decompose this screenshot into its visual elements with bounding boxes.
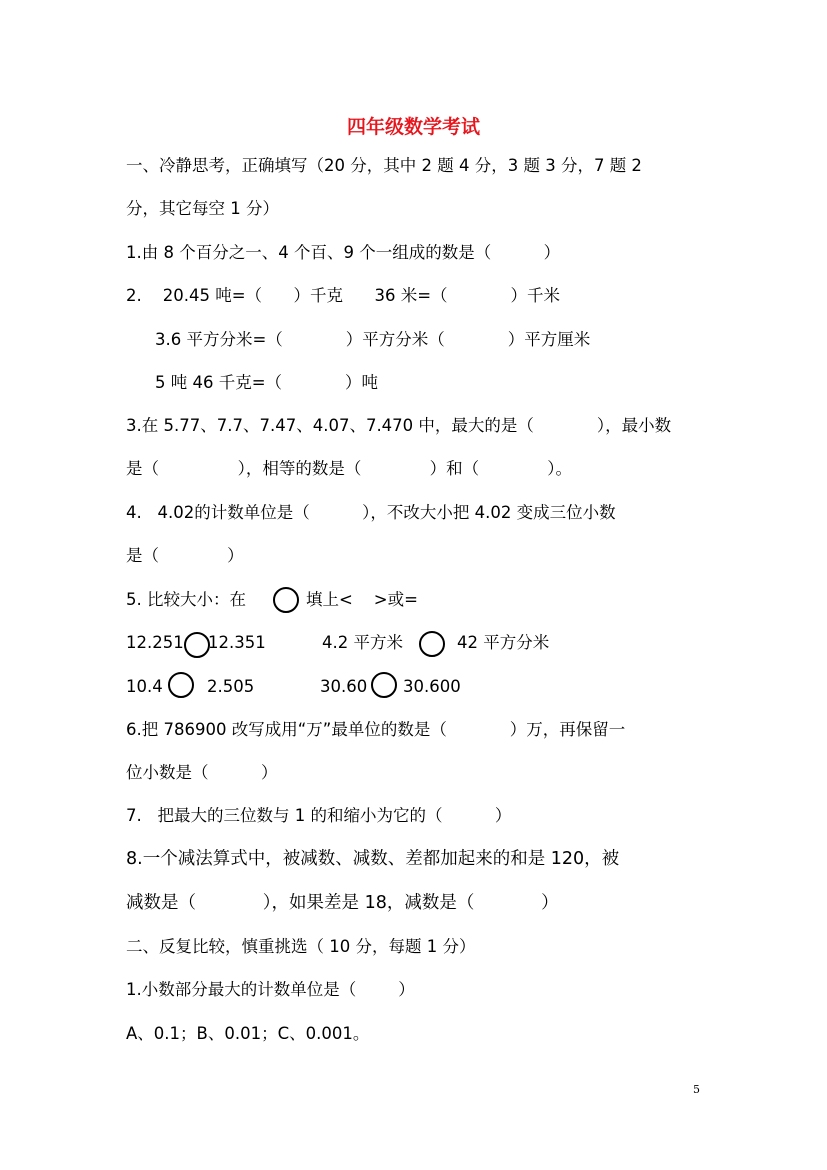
question-5-suffix: 填上< >或=	[306, 590, 418, 609]
question-6-line1: 6.把 786900 改写成用“万”最单位的数是（ ）万，再保留一	[126, 720, 626, 739]
compare-4-circle-icon	[371, 672, 397, 698]
compare-4-right: 30.600	[403, 677, 461, 696]
compare-4-left: 30.60	[320, 677, 368, 696]
question-4-line2: 是（ ）	[126, 546, 244, 565]
compare-1-left: 12.251	[126, 633, 184, 652]
question-7: 7. 把最大的三位数与 1 的和缩小为它的（ ）	[126, 806, 512, 825]
question-2-line1: 2. 20.45 吨=（ ）千克 36 米=（ ）千米	[126, 286, 560, 305]
section2-question-1: 1.小数部分最大的计数单位是（ ）	[126, 980, 415, 999]
compare-3-circle-icon	[168, 672, 194, 698]
question-3-line1: 3.在 5.77、7.7、7.47、4.07、7.470 中，最大的是（ ），最小数	[126, 416, 672, 435]
section2-question-1-options: A、0.1；B、0.01；C、0.001。	[126, 1024, 370, 1043]
section1-heading-line1: 一、冷静思考，正确填写（20 分，其中 2 题 4 分，3 题 3 分，7 题 2	[126, 156, 642, 175]
compare-1-circle-icon	[184, 632, 210, 658]
compare-2-left: 4.2 平方米	[322, 633, 403, 652]
question-4-line1: 4. 4.02的计数单位是（ ），不改大小把 4.02 变成三位小数	[126, 503, 616, 522]
question-3-line2: 是（ ），相等的数是（ ）和（ ）。	[126, 459, 573, 478]
question-6-line2: 位小数是（ ）	[126, 763, 278, 782]
question-8-line1: 8.一个减法算式中，被减数、减数、差都加起来的和是 120，被	[126, 849, 620, 869]
compare-3-left: 10.4	[126, 677, 163, 696]
page-number: 5	[693, 1083, 700, 1096]
compare-2-circle-icon	[419, 631, 445, 657]
question-8-line2: 减数是（ ），如果差是 18，减数是（ ）	[126, 893, 559, 913]
question-2-line3: 5 吨 46 千克=（ ）吨	[155, 373, 378, 392]
compare-2-right: 42 平方分米	[457, 633, 550, 652]
question-2-line2: 3.6 平方分米=（ ）平方分米（ ）平方厘米	[155, 330, 591, 349]
compare-1-right: 12.351	[208, 633, 266, 652]
compare-3-right: 2.505	[207, 677, 255, 696]
section2-heading: 二、反复比较，慎重挑选（ 10 分，每题 1 分）	[126, 937, 476, 956]
exam-title: 四年级数学考试	[346, 116, 480, 138]
section1-heading-line2: 分，其它每空 1 分）	[126, 199, 279, 218]
question-1: 1.由 8 个百分之一、4 个百、9 个一组成的数是（ ）	[126, 243, 561, 262]
compare-circle-icon	[273, 587, 299, 613]
question-5-prefix: 5. 比较大小：在	[126, 590, 246, 609]
